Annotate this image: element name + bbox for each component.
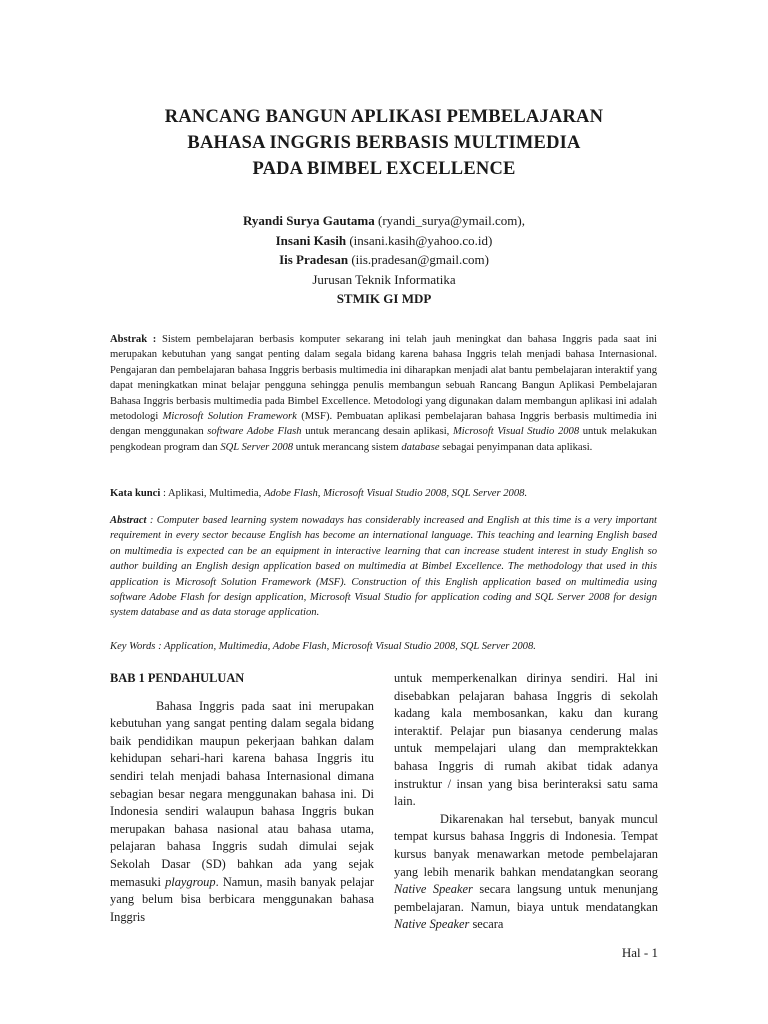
body-term: Native Speaker (394, 882, 473, 897)
abstract-text: Sistem pembelajaran berbasis komputer sekarang ini telah jauh meningkat dan bahasa Inggris pada saat ini merupakan kebutuhan yang sangat penting dalam segala bidang karena bahasa Inggris telah menjadi bahasa Internasional. Pengajaran dan pembelajaran bahasa Inggris berbasis multimedia ini diharapkan menjadi alat bantu pembelajaran interaktif yang dapat meningkatkan minat belajar pengguna sehingga penulis membangun sebuah Rancang Bangun Aplikasi Pembelajaran Bahasa Inggris berbasis multimedia pada Bimbel Excellence. Metodologi yang digunakan dalam membangun aplikasi ini adalah metodologi (110, 334, 657, 423)
abstract-text: (MSF). Pembuatan aplikasi pembelajaran bahasa Inggris berbasis multimedia ini dengan menggunakan (110, 411, 657, 438)
body-term: playgroup (165, 874, 216, 889)
body-text: Dikarenakan hal tersebut, banyak muncul tempat kursus bahasa Inggris di Indonesia. Tempat kursus banyak menawarkan metode pembelajaran yang lebih menarik bahkan mendatangkan seorang (394, 811, 658, 879)
author-block (0, 211, 768, 309)
abstract-text: untuk melakukan pengkodean program dan (110, 426, 657, 453)
author-row (0, 231, 768, 251)
body-paragraph: untuk memperkenalkan dirinya sendiri. Hal ini disebabkan pelajaran bahasa Inggris di sekolah kadang kala membosankan, kaku dan kurang interaktif. Pelajar pun biasanya cenderung malas untuk mempelajari ulang dan mempraktekkan bahasa Inggris di rumah akibat tidak adanya instruktur / insan yang bisa berinteraksi satu sama lain. (394, 671, 658, 809)
department: Jurusan Teknik Informatika (312, 271, 456, 287)
institution: STMIK GI MDP (336, 291, 432, 306)
abstract-term: Microsoft Visual Studio 2008 (452, 426, 580, 438)
body-text: secara langsung untuk menunjang pembelajaran. Namun, biaya untuk mendatangkan (394, 882, 658, 914)
abstract-term: database (401, 441, 440, 453)
paper-title (0, 104, 768, 182)
title-line: BAHASA INGGRIS BERBASIS MULTIMEDIA (187, 133, 581, 153)
keywords-indonesian (110, 486, 657, 501)
title-line: PADA BIMBEL EXCELLENCE (252, 159, 516, 179)
body-text: secara (469, 917, 504, 932)
title-line: RANCANG BANGUN APLIKASI PEMBELAJARAN (164, 107, 604, 127)
section-heading: BAB 1 PENDAHULUAN (110, 671, 245, 685)
body-term: Native Speaker (394, 917, 470, 932)
abstract-english (110, 513, 657, 621)
keywords-label: Kata kunci (110, 488, 161, 499)
abstract-label: Abstract (110, 515, 147, 526)
body-paragraph (110, 698, 374, 927)
abstract-text: sebagai penyimpanan data aplikasi. (439, 441, 593, 453)
abstract-term: SQL Server 2008 (220, 441, 294, 453)
abstract-text: untuk merancang desain aplikasi, (301, 426, 453, 438)
author-email: (ryandi_surya@ymail.com), (374, 213, 525, 228)
body-paragraph (394, 811, 658, 934)
author-email: (insani.kasih@yahoo.co.id) (346, 232, 493, 248)
abstract-indonesian (110, 332, 657, 455)
abstract-term: Microsoft Solution Framework (162, 411, 297, 423)
author-row (0, 250, 768, 270)
author-email: (iis.pradesan@gmail.com) (348, 252, 489, 267)
keywords-terms: Adobe Flash, Microsoft Visual Studio 2008, SQL Server 2008. (263, 488, 528, 499)
body-text: Bahasa Inggris pada saat ini merupakan kebutuhan yang sangat penting dalam segala bidang baik pendidikan maupun pekerjaan bahkan dalam kehidupan sehari-hari karena bahasa Inggris itu sendiri telah menjadi bahasa Internasional dimana sebagian besar negara menggunakan bahasa ini. Di Indonesia sendiri walaupun bahasa Inggris bukan merupakan bahasa nasional atau bahasa utama, pelajaran bahasa Inggris sudah dimulai sejak Sekolah Dasar (SD) bahkan ada yang sejak memasuki (110, 698, 374, 889)
body-text: . Namun, masih banyak pelajar yang belum bisa berbicara menggunakan bahasa Inggris (110, 874, 374, 924)
abstract-label: Abstrak : (110, 334, 157, 345)
author-name: Ryandi Surya Gautama (243, 213, 375, 228)
left-column (110, 670, 374, 926)
abstract-term: software Adobe Flash (207, 426, 302, 438)
right-column (394, 670, 658, 934)
abstract-text: : Computer based learning system nowadays has considerably increased and English at this time is a very important requirement in every sector because English has become an international language. This teaching and learning English based on multimedia is expected can be an equipment in interactive learning that can increase student interest in study English so author building an English design application based on multimedia at Bimbel Excellence. The methodology that used in this application is Microsoft Solution Framework (MSF). Construction of this English application based on multimedia using software Adobe Flash for design application, Microsoft Visual Studio for application coding and SQL Server 2008 for design system database and as data storage application. (110, 515, 657, 619)
page-number: Hal - 1 (621, 945, 658, 960)
keywords-text: : Aplikasi, Multimedia, (160, 488, 264, 499)
author-name: Iis Pradesan (279, 252, 349, 267)
keywords-english: Key Words : Application, Multimedia, Adobe Flash, Microsoft Visual Studio 2008, SQL Server 2008. (110, 641, 536, 652)
author-row (0, 211, 768, 231)
abstract-text: untuk merancang sistem (293, 441, 402, 453)
author-name: Insani Kasih (275, 232, 347, 248)
